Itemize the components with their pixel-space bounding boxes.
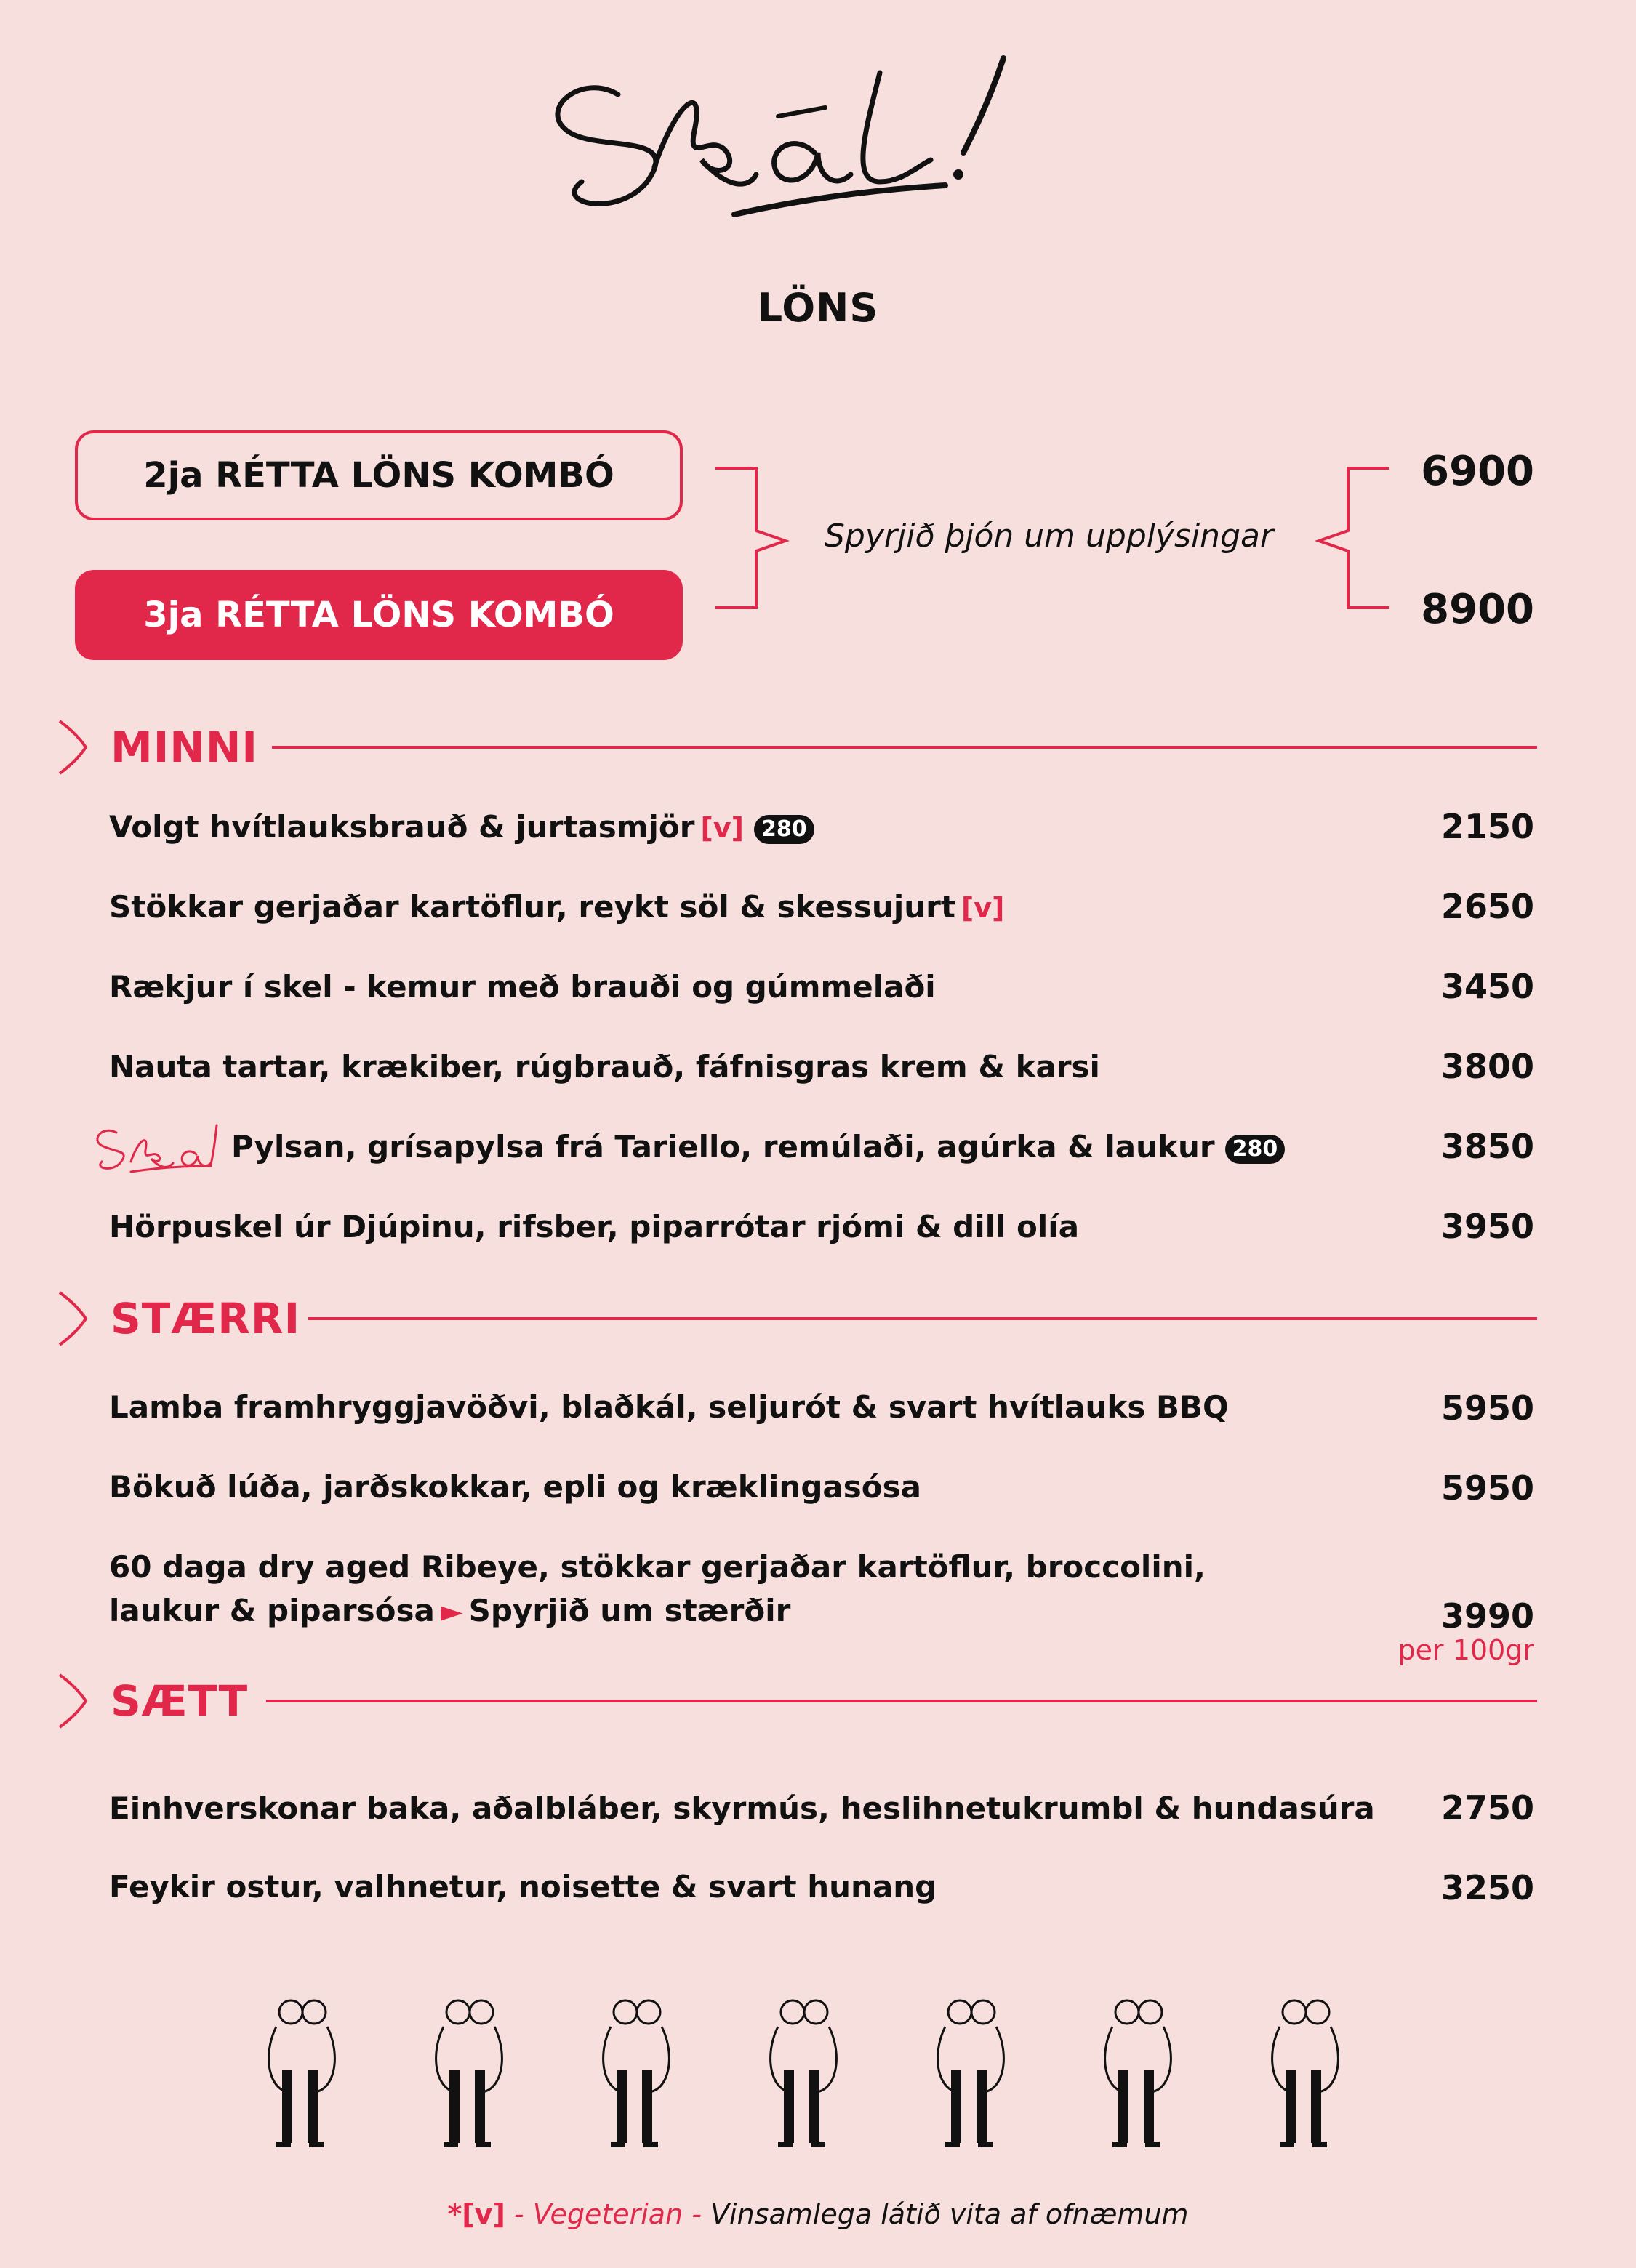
combo-note: Spyrjið þjón um upplýsingar	[825, 518, 1274, 555]
menu-item	[109, 1787, 1375, 1830]
menu-item	[231, 1125, 1285, 1169]
menu-item	[109, 885, 1004, 930]
combo-two-course: 2ja RÉTTA LÖNS KOMBÓ	[75, 430, 683, 520]
chevron-icon	[54, 1672, 90, 1730]
footnote	[0, 2198, 1636, 2230]
item-name: Pylsan, grísapylsa frá Tariello, remúlaði, agúrka & laukur	[231, 1129, 1215, 1165]
skal-mini-logo	[87, 1118, 233, 1176]
section-title: SÆTT	[111, 1676, 249, 1726]
item-price: 3450	[1440, 967, 1534, 1006]
item-badge: 280	[1225, 1135, 1286, 1164]
item-price: 3990	[1440, 1596, 1534, 1636]
item-price: 3800	[1440, 1047, 1534, 1086]
item-name: Hörpuskel úr Djúpinu, rifsber, piparrótar rjómi & dill olía	[109, 1209, 1080, 1244]
item-name: Bökuð lúða, jarðskokkar, epli og kræklingasósa	[109, 1469, 921, 1505]
item-name: laukur & piparsósa	[109, 1593, 435, 1628]
figures-illustration	[247, 1983, 1411, 2158]
item-price: 5950	[1440, 1468, 1534, 1508]
chevron-icon	[54, 1290, 90, 1348]
menu-item	[109, 1205, 1079, 1249]
menu-item	[109, 965, 936, 1009]
item-badge: 280	[754, 815, 814, 844]
item-price: 3950	[1440, 1207, 1534, 1246]
section-staerri	[54, 1290, 1537, 1348]
combo-three-price: 8900	[1421, 586, 1534, 633]
item-name-line2	[109, 1589, 1206, 1633]
combo-three-course: 3ja RÉTTA LÖNS KOMBÓ	[75, 570, 683, 660]
allergy-note: Vinsamlega látið vita af ofnæmum	[710, 2198, 1189, 2230]
item-unit: per 100gr	[1398, 1634, 1534, 1666]
menu-item	[109, 805, 814, 850]
right-brace-icon	[1297, 465, 1392, 611]
section-divider	[308, 1317, 1537, 1320]
vegetarian-label: Vegeterian	[532, 2198, 683, 2230]
item-price: 5950	[1440, 1388, 1534, 1428]
chevron-icon	[54, 718, 90, 776]
item-price: 2650	[1440, 887, 1534, 926]
section-title: MINNI	[111, 723, 258, 772]
left-brace-icon	[713, 465, 807, 611]
menu-item	[109, 1865, 937, 1909]
item-note: Spyrjið um stærðir	[468, 1593, 791, 1628]
menu-item	[109, 1045, 1100, 1089]
vegetarian-tag: [v]	[961, 892, 1005, 924]
item-name-line1: 60 daga dry aged Ribeye, stökkar gerjaðar kartöflur, broccolini,	[109, 1549, 1206, 1585]
section-saett	[54, 1672, 1537, 1730]
item-name: Rækjur í skel - kemur með brauði og gúmmelaði	[109, 969, 936, 1005]
section-minni	[54, 718, 1537, 776]
item-name: Lamba framhryggjavöðvi, blaðkál, seljurót & svart hvítlauks BBQ	[109, 1389, 1229, 1425]
item-price: 2750	[1440, 1788, 1534, 1827]
item-price: 3850	[1440, 1127, 1534, 1166]
section-divider	[266, 1700, 1537, 1702]
item-name: Feykir ostur, valhnetur, noisette & svart hunang	[109, 1869, 937, 1905]
item-price: 3250	[1440, 1868, 1534, 1907]
item-name: Einhverskonar baka, aðalbláber, skyrmús, heslihnetukrumbl & hundasúra	[109, 1790, 1375, 1826]
footnote-separator: -	[683, 2198, 711, 2230]
vegetarian-tag: [v]	[700, 812, 744, 844]
item-name: Stökkar gerjaðar kartöflur, reykt söl & skessujurt	[109, 889, 955, 925]
menu-item	[109, 1386, 1229, 1429]
section-title: STÆRRI	[111, 1294, 301, 1343]
page-title: LÖNS	[757, 285, 879, 331]
skal-logo	[538, 44, 1091, 233]
combo-two-price: 6900	[1421, 448, 1534, 495]
footnote-separator: -	[505, 2198, 533, 2230]
menu-item	[109, 1465, 921, 1509]
item-name: Volgt hvítlauksbrauð & jurtasmjör	[109, 809, 695, 845]
item-name: Nauta tartar, krækiber, rúgbrauð, fáfnisgras krem & karsi	[109, 1049, 1100, 1085]
menu-item	[109, 1545, 1206, 1633]
section-divider	[272, 746, 1537, 749]
item-price: 2150	[1440, 807, 1534, 846]
arrow-icon: ►	[440, 1595, 463, 1628]
vegetarian-marker: *[v]	[447, 2198, 505, 2230]
